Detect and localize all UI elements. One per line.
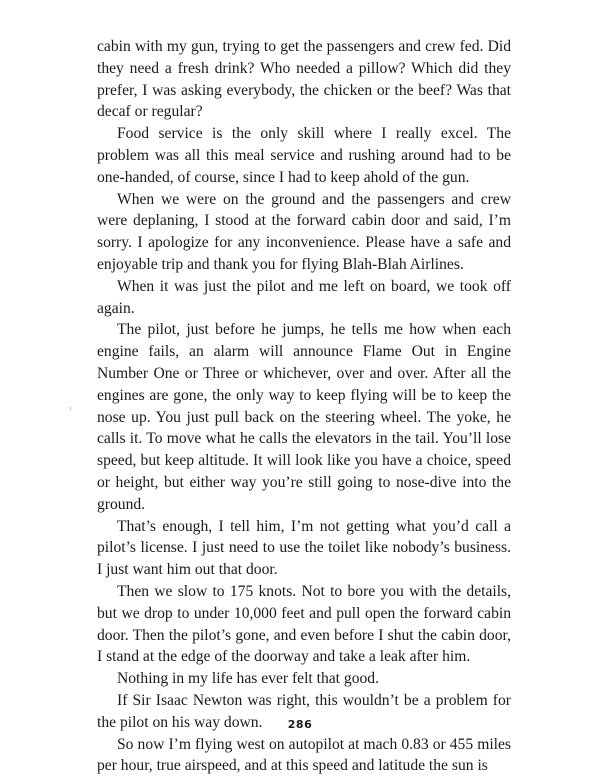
page-number: 286: [0, 718, 600, 731]
scan-speck: [70, 407, 71, 410]
paragraph: cabin with my gun, trying to get the passengers and crew fed. Did they need a fresh drink? Who needed a pillow? Which did they prefer, I was asking everybody, the chicken or the beef? Was that decaf or regular?: [97, 36, 511, 123]
paragraph: When we were on the ground and the passengers and crew were deplaning, I stood at the forward cabin door and said, I’m sorry. I apologize for any inconvenience. Please have a safe and enjoyable trip and thank you for flying Blah-Blah Airlines.: [97, 189, 511, 276]
body-text: [97, 36, 511, 777]
paragraph: Nothing in my life has ever felt that good.: [97, 668, 511, 690]
paragraph: If Sir Isaac Newton was right, this wouldn’t be a problem for the pilot on his way down.: [97, 690, 511, 734]
paragraph: The pilot, just before he jumps, he tells me how when each engine fails, an alarm will announce Flame Out in Engine Number One or Three or whichever, over and over. After all the engines are gone, the only way to keep flying will be to keep the nose up. You just pull back on the steering wheel. The yoke, he calls it. To move what he calls the elevators in the tail. You’ll lose speed, but keep altitude. It will look like you have a choice, speed or height, but either way you’re still going to nose-dive into the ground.: [97, 319, 511, 515]
paragraph: That’s enough, I tell him, I’m not getting what you’d call a pilot’s license. I just need to use the toilet like nobody’s business. I just want him out that door.: [97, 516, 511, 581]
paragraph: So now I’m flying west on autopilot at mach 0.83 or 455 miles per hour, true airspeed, and at this speed and latitude the sun is: [97, 734, 511, 777]
paragraph: Then we slow to 175 knots. Not to bore you with the details, but we drop to under 10,000 feet and pull open the forward cabin door. Then the pilot’s gone, and even before I shut the cabin door, I stand at the edge of the doorway and take a leak after him.: [97, 581, 511, 668]
paragraph: When it was just the pilot and me left on board, we took off again.: [97, 276, 511, 320]
paragraph: Food service is the only skill where I really excel. The problem was all this meal service and rushing around had to be one-handed, of course, since I had to keep ahold of the gun.: [97, 123, 511, 188]
